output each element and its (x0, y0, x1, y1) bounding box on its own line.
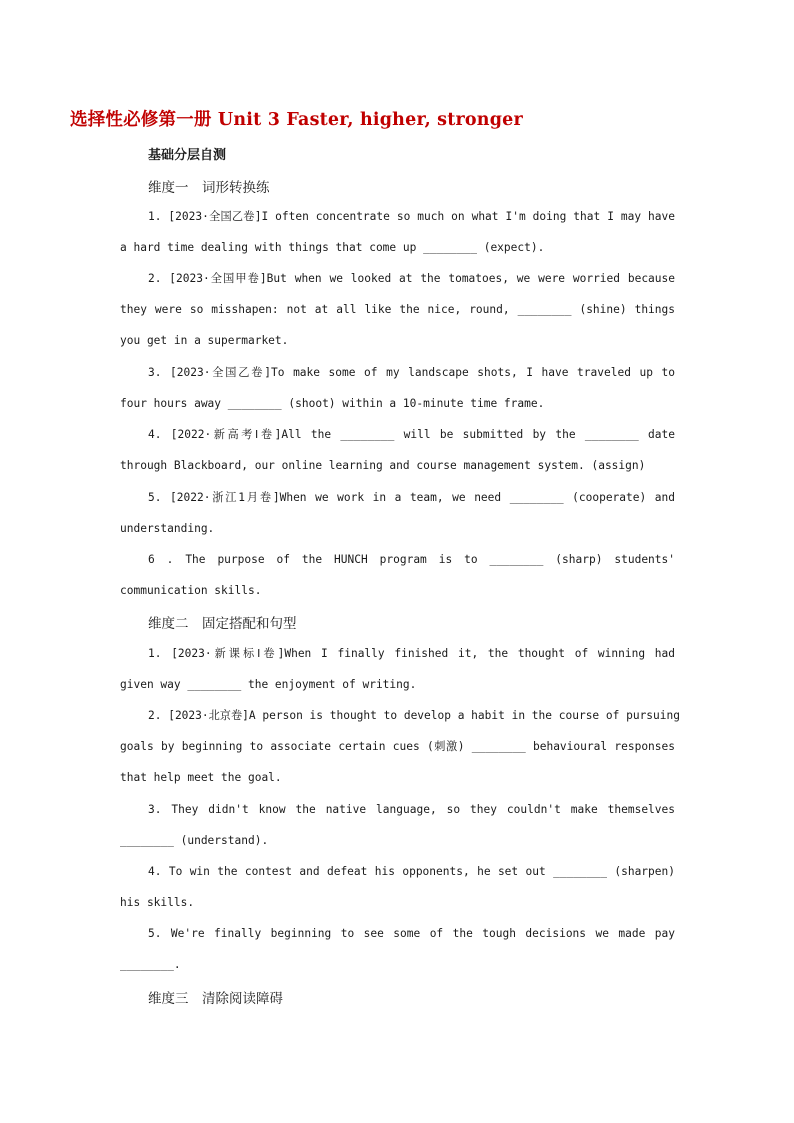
question-line: 2. [2023·全国甲卷]But when we looked at the tomatoes, we were worried because (148, 272, 675, 285)
dimension-heading-3: 维度三 清除阅读障碍 (148, 991, 283, 1007)
question-line: communication skills. (120, 584, 262, 598)
question-line: goals by beginning to associate certain cues (刺激) ________ behavioural responses (120, 740, 675, 754)
question-line: given way ________ the enjoyment of writing. (120, 678, 417, 692)
question-item (120, 544, 675, 606)
question-line: 2. [2023·北京卷]A person is thought to develop a habit in the course of pursuing (148, 709, 680, 722)
dimension-heading-1: 维度一 词形转换练 (148, 180, 270, 196)
question-line: ________ (understand). (120, 834, 269, 848)
question-line: 4. [2022·新高考Ⅰ卷]All the ________ will be submitted by the ________ date (148, 428, 675, 441)
question-line: 3. [2023·全国乙卷]To make some of my landscape shots, I have traveled up to (148, 366, 675, 379)
question-line: 5. [2022·浙江1月卷]When we work in a team, we need ________ (cooperate) and (148, 491, 675, 504)
question-line: ________. (120, 958, 181, 972)
question-line: you get in a supermarket. (120, 334, 289, 348)
question-item (120, 263, 675, 356)
page-title: 选择性必修第一册 Unit 3 Faster, higher, stronger (70, 110, 523, 130)
question-item (120, 482, 675, 544)
question-item (120, 638, 675, 700)
question-line: that help meet the goal. (120, 771, 282, 785)
question-line: 3. They didn't know the native language, so they couldn't make themselves (148, 803, 675, 816)
question-line: his skills. (120, 896, 195, 910)
question-line: 6 . The purpose of the HUNCH program is to ________ (sharp) students' (148, 553, 675, 566)
question-item (120, 794, 675, 856)
question-line: 1. [2023·全国乙卷]I often concentrate so much on what I'm doing that I may have (148, 210, 675, 223)
dimension-heading-2: 维度二 固定搭配和句型 (148, 616, 297, 632)
question-item (120, 918, 675, 980)
question-line: through Blackboard, our online learning and course management system. (assign) (120, 459, 646, 473)
question-item (120, 201, 675, 263)
question-item (120, 419, 675, 481)
question-item (120, 856, 675, 918)
question-line: 5. We're finally beginning to see some of the tough decisions we made pay (148, 927, 675, 940)
question-line: 4. To win the contest and defeat his opponents, he set out ________ (sharpen) (148, 865, 675, 878)
section-label: 基础分层自测 (148, 148, 227, 163)
question-line: 1. [2023·新课标Ⅰ卷]When I finally finished it, the thought of winning had (148, 647, 675, 660)
question-line: understanding. (120, 522, 215, 536)
question-item (120, 357, 675, 419)
question-item (120, 700, 680, 793)
question-line: they were so misshapen: not at all like the nice, round, ________ (shine) things (120, 303, 675, 317)
question-line: four hours away ________ (shoot) within a 10-minute time frame. (120, 397, 545, 411)
question-line: a hard time dealing with things that come up ________ (expect). (120, 241, 545, 255)
